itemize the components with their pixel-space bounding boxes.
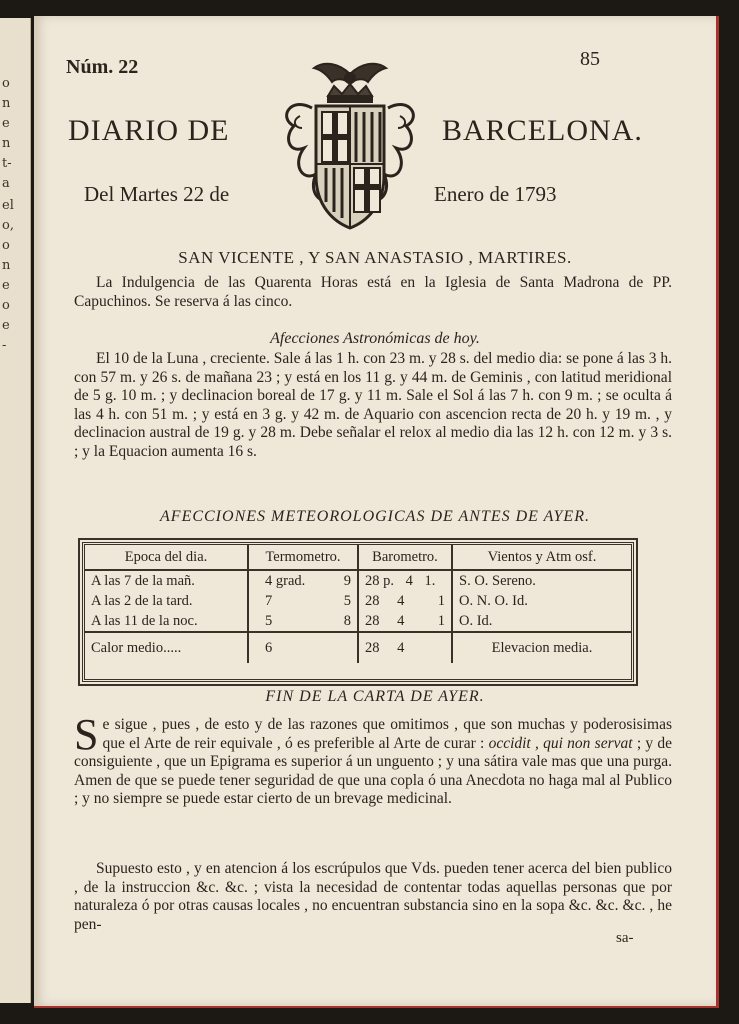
meteo-table-frame (82, 542, 634, 682)
barometro-cell: 28 p. 4 1. (358, 570, 452, 591)
prev-page-fragment: el (2, 198, 14, 213)
column-header: Termometro. (248, 545, 358, 570)
table-row-calor (85, 632, 631, 663)
table-row (85, 591, 631, 611)
table-row (85, 611, 631, 632)
epoca-cell: A las 7 de la mañ. (85, 570, 248, 591)
prev-page-fragment: - (2, 338, 7, 353)
carta-paragraph-2: Supuesto esto , y en atencion á los escrúpulos que Vds. pueden tener acerca del bien publico , de la instruccion &c. &c. ; vista la necesidad de contentar todas aquellas personas que por naturaleza ó por otras causas locales , no encuentran substancia sino en la sopa &c. &c. &c. , he pen- (74, 860, 672, 933)
epoca-cell: A las 2 de la tard. (85, 591, 248, 611)
table-header-row (85, 545, 631, 570)
catchword: sa- (616, 930, 634, 946)
prev-page-fragment: o (2, 298, 10, 313)
prev-page-fragment: e (2, 318, 10, 333)
barometro-cell: 28 4 1 (358, 611, 452, 632)
masthead-title-right: BARCELONA. (442, 114, 643, 147)
termometro-cell: 7 5 (248, 591, 358, 611)
viento-cell: S. O. Sereno. (459, 572, 536, 589)
prev-page-fragment: e (2, 116, 10, 131)
issue-number: Núm. 22 (66, 56, 139, 78)
calor-termometro: 6 (248, 632, 358, 663)
prev-page-fragment: t- (2, 156, 12, 171)
newspaper-page (34, 16, 719, 1008)
prev-page-fragment: n (2, 96, 11, 111)
column-header: Vientos y Atm osf. (452, 545, 631, 570)
masthead-date-right: Enero de 1793 (434, 182, 557, 206)
termometro-cell: 4 grad. 9 (248, 570, 358, 591)
astronomy-text: El 10 de la Luna , creciente. Sale á las 1 h. con 23 m. y 28 s. del medio dia: se pone á las 3 h. con 57 m. y 26 s. de mañana 23 ; y está en los 11 g. y 44 m. de Geminis , con latitud meridional de 5 g. 10 m. ; y declinacion boreal de 17 g. y 11 m. Sale el Sol á las 7 h. con 9 m. ; se oculta á las 4 h. con 51 m. ; y está en 3 g. y 42 m. de Aquario con ascencion recta de 20 h. y 19 m. , y declinacion austral de 19 g. y 28 m. Debe señalar el relox al medio dia las 12 h. con 12 m. y 3 s. ; y la Equacion aumenta 16 s. (74, 350, 672, 460)
viento-cell: O. N. O. Id. (459, 592, 528, 609)
carta-heading: FIN DE LA CARTA DE AYER. (265, 688, 485, 705)
astronomy-heading: Afecciones Astronómicas de hoy. (270, 330, 480, 347)
latin-quote: occidit , qui non servat (488, 734, 633, 752)
meteo-heading: AFECCIONES METEOROLOGICAS DE ANTES DE AYER. (160, 508, 590, 525)
table-row (85, 570, 631, 591)
prev-page-fragment: a (2, 176, 10, 191)
viento-cell: O. Id. (459, 612, 493, 629)
prev-page-fragment: e (2, 278, 10, 293)
termometro-cell: 5 8 (248, 611, 358, 632)
column-header: Epoca del dia. (85, 545, 248, 570)
previous-page-edge (0, 18, 31, 1003)
page-number: 85 (580, 48, 600, 70)
prev-page-fragment: n (2, 136, 11, 151)
prev-page-fragment: o, (2, 218, 14, 233)
column-header: Barometro. (358, 545, 452, 570)
barometro-cell: 28 4 1 (358, 591, 452, 611)
masthead-date-left: Del Martes 22 de (84, 182, 230, 206)
epoca-cell: A las 11 de la noc. (85, 611, 248, 632)
meteo-table (85, 545, 631, 663)
prev-page-fragment: n (2, 258, 11, 273)
prev-page-fragment: o (2, 238, 10, 253)
carta-paragraph-1: Se sigue , pues , de esto y de las razones que omitimos , que son muchas y poderosisimas que el Arte de reir equivale , ó es preferible al Arte de curar : occidit , qui non servat ; y de consiguiente , que un Epigrama es superior á un unguento ; y una sátira vale mas que una purga. Amen de que se puede tener seguridad de que una copla ó una Anecdota no haga mal al Publico ; y no siempre se puede estar cierto de un brevage medicinal. (74, 710, 673, 807)
calor-barometro: 28 4 (358, 632, 452, 663)
astronomy-paragraph (74, 350, 672, 461)
calor-label: Calor medio..... (85, 632, 248, 663)
calor-elevacion: Elevacion media. (452, 632, 631, 663)
saints-of-the-day: SAN VICENTE , Y SAN ANASTASIO , MARTIRES. (178, 248, 572, 267)
indulgence-text: La Indulgencia de las Quarenta Horas está en la Iglesia de Santa Madrona de PP. Capuchinos. Se reserva á las cinco. (74, 274, 672, 310)
prev-page-fragment: o (2, 76, 10, 91)
drop-cap: S (74, 710, 99, 759)
indulgence-notice (74, 274, 672, 311)
masthead-title-left: DIARIO DE (68, 114, 230, 147)
barcelona-crest-icon (270, 56, 430, 234)
